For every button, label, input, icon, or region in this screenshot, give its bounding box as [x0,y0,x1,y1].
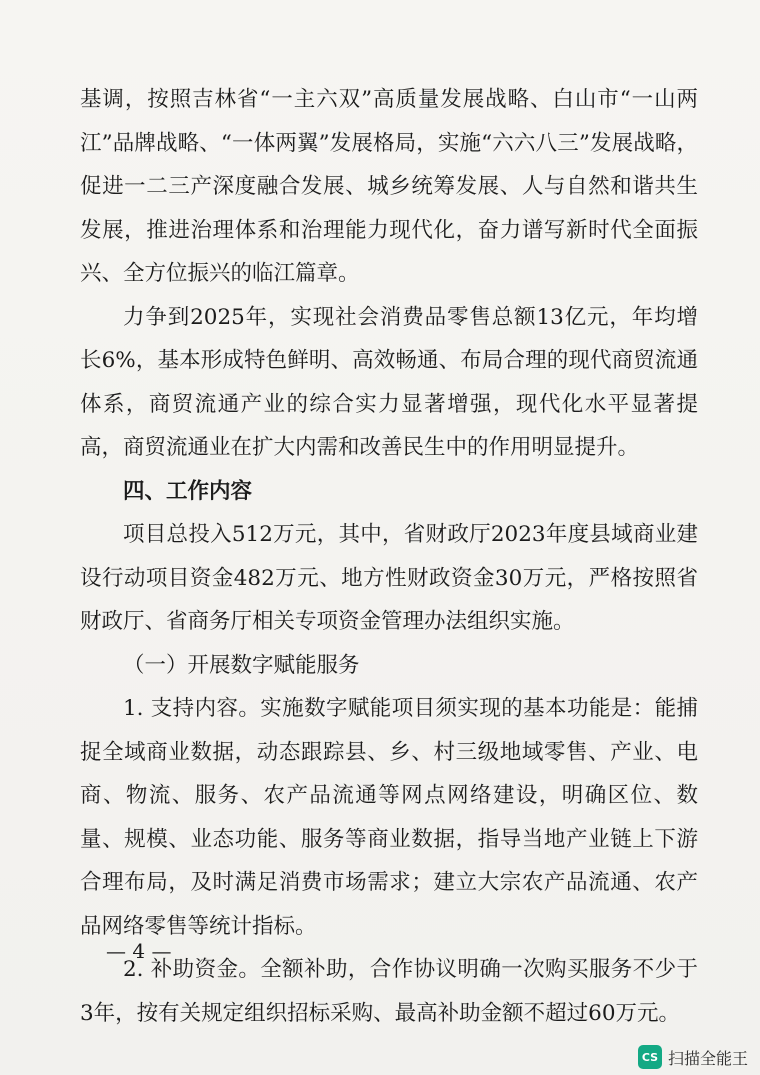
section-heading-work-content: 四、工作内容 [123,478,253,504]
camscanner-logo-icon: CS [638,1045,662,1069]
paragraph-investment: 项目总投入512万元，其中，省财政厅2023年度县域商业建设行动项目资金482万元、地方性财政资金30万元，严格按照省财政厅、省商务厅相关专项资金管理办法组织实施。 [80,522,698,634]
subsection-heading-digital: （一）开展数字赋能服务 [123,652,360,678]
watermark-label: 扫描全能王 [667,1048,748,1068]
paragraph-subsidy: 2. 补助资金。全额补助，合作协议明确一次购买服务不少于3年，按有关规定组织招标采购、最高补助金额不超过60万元。 [80,957,698,1026]
paragraph-continuation: 基调，按照吉林省“一主六双”高质量发展战略、白山市“一山两江”品牌战略、“一体两翼”发展格局，实施“六六八三”发展战略，促进一二三产深度融合发展、城乡统筹发展、人与自然和谐共生发展，推进治理体系和治理能力现代化，奋力谱写新时代全面振兴、全方位振兴的临江篇章。 [80,87,698,286]
scanner-watermark [638,1045,748,1069]
page-number: — 4 — [106,939,172,963]
document-body [80,78,698,1035]
paragraph-support-content: 1. 支持内容。实施数字赋能项目须实现的基本功能是：能捕捉全域商业数据，动态跟踪县、乡、村三级地域零售、产业、电商、物流、服务、农产品流通等网点网络建设，明确区位、数量、规模、业态功能、服务等商业数据，指导当地产业链上下游合理布局，及时满足消费市场需求；建立大宗农产品流通、农产品网络零售等统计指标。 [80,696,698,939]
paragraph-target: 力争到2025年，实现社会消费品零售总额13亿元，年均增长6%，基本形成特色鲜明、高效畅通、布局合理的现代商贸流通体系，商贸流通产业的综合实力显著增强，现代化水平显著提高，商贸流通业在扩大内需和改善民生中的作用明显提升。 [80,304,698,460]
